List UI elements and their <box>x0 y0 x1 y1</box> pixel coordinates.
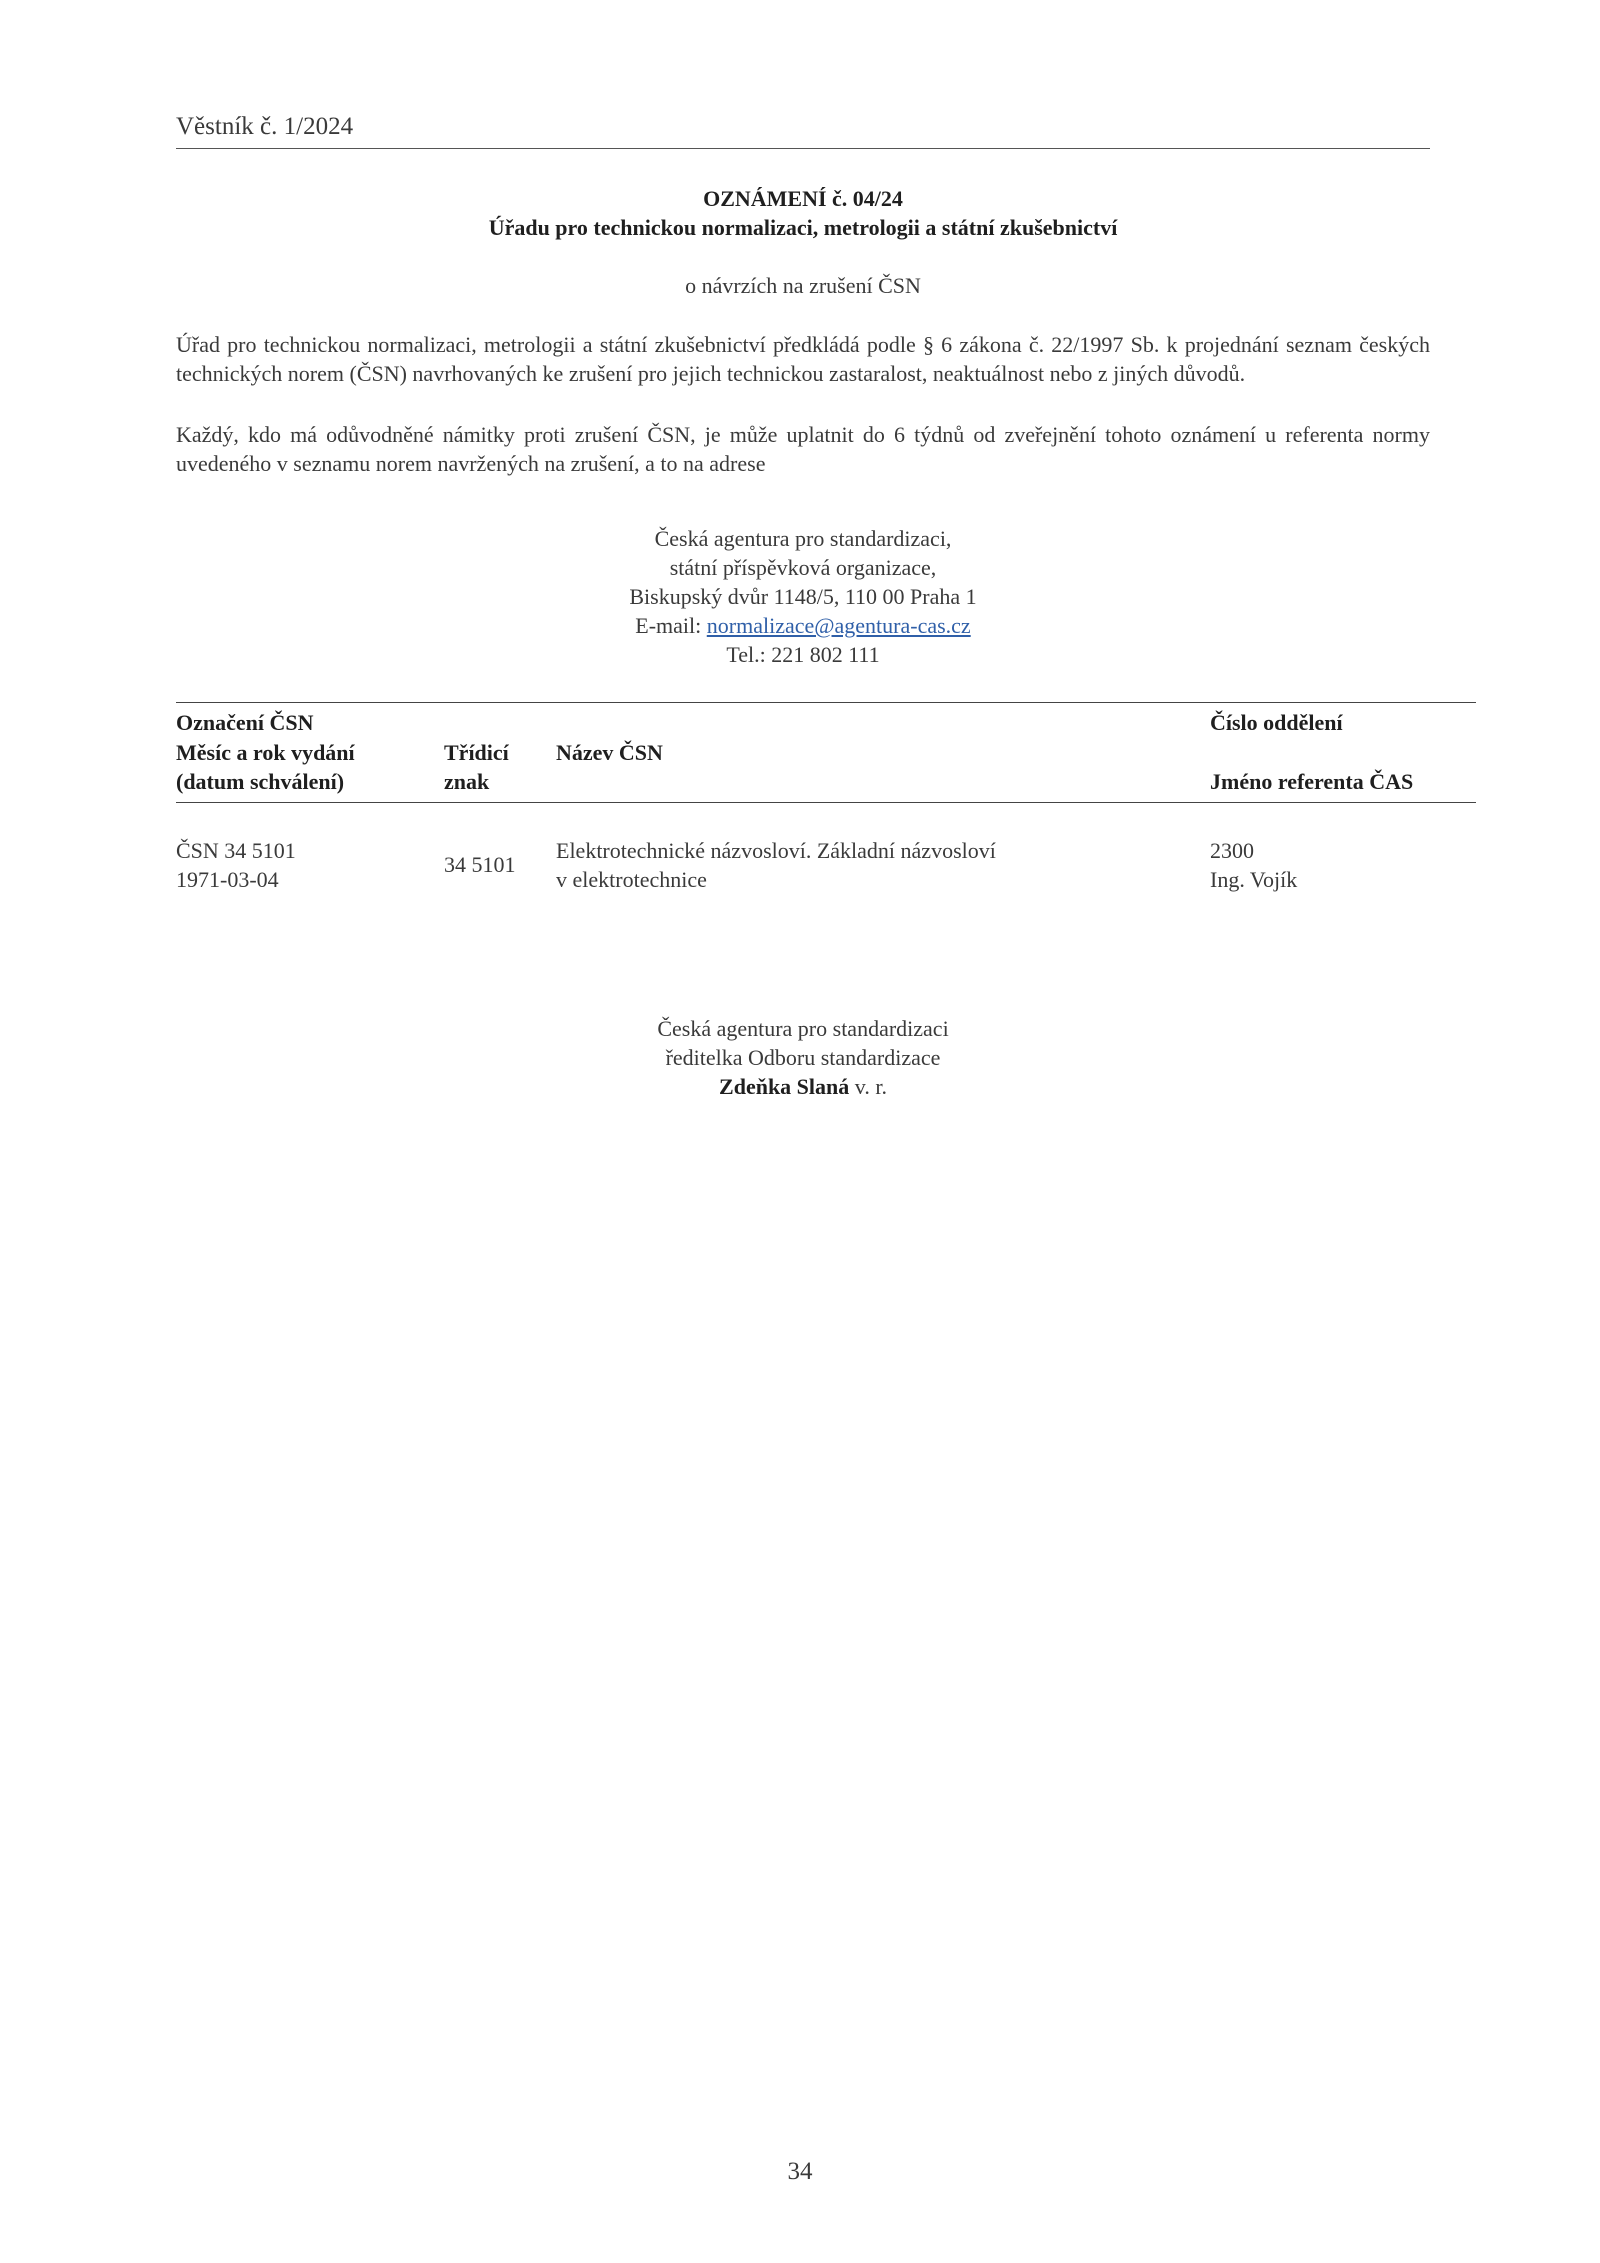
notice-title-block <box>176 184 1430 242</box>
address-line-3: Biskupský dvůr 1148/5, 110 00 Praha 1 <box>629 584 977 609</box>
address-block <box>176 524 1430 669</box>
cell-name-line-1: Elektrotechnické názvosloví. Základní názvosloví <box>556 838 996 863</box>
notice-title: OZNÁMENÍ č. 04/24 <box>703 186 903 211</box>
table-header-rule <box>176 802 1476 803</box>
notice-issuer: Úřadu pro technickou normalizaci, metrologii a státní zkušebnictví <box>488 215 1118 240</box>
notice-subject: o návrzích na zrušení ČSN <box>685 273 921 298</box>
notice-paragraph-1: Úřad pro technickou normalizaci, metrologii a státní zkušebnictví předkládá podle § 6 zákona č. 22/1997 Sb. k projednání seznam českých technických norem (ČSN) navrhovaných ke zrušení pro jejich technickou zastaralost, neaktuálnost nebo z jiných důvodů. <box>176 332 1430 386</box>
header-referent: Jméno referenta ČAS <box>1210 769 1414 794</box>
phone-line: Tel.: 221 802 111 <box>726 642 880 667</box>
cell-department: 2300 <box>1210 838 1254 863</box>
address-line-2: státní příspěvková organizace, <box>669 555 937 580</box>
signature-suffix: v. r. <box>849 1074 887 1099</box>
header-issue-date: Měsíc a rok vydání <box>176 740 355 765</box>
header-department: Číslo oddělení <box>1210 710 1343 735</box>
notice-paragraph-2: Každý, kdo má odůvodněné námitky proti zrušení ČSN, je může uplatnit do 6 týdnů od zveřejnění tohoto oznámení u referenta normy uvedeného v seznamu norem navržených na zrušení, a to na adrese <box>176 422 1430 476</box>
cell-designation: ČSN 34 5101 <box>176 838 296 863</box>
email-label: E-mail: <box>635 613 702 638</box>
signature-role: ředitelka Odboru standardizace <box>665 1045 941 1070</box>
cell-name-line-2: v elektrotechnice <box>556 867 707 892</box>
header-designation: Označení ČSN <box>176 710 314 735</box>
header-class-code-2: znak <box>444 769 490 794</box>
page-number: 34 <box>787 2158 813 2185</box>
address-line-1: Česká agentura pro standardizaci, <box>654 526 952 551</box>
email-link[interactable]: normalizace@agentura-cas.cz <box>706 613 971 638</box>
email-line <box>176 611 1430 640</box>
cell-class-code: 34 5101 <box>444 852 516 877</box>
signature-line <box>176 1072 1430 1101</box>
header-approval-date: (datum schválení) <box>176 769 345 794</box>
cell-referent: Ing. Vojík <box>1210 867 1298 892</box>
running-header: Věstník č. 1/2024 <box>176 112 1430 149</box>
header-class-code-1: Třídicí <box>444 740 509 765</box>
signature-block <box>176 1014 1430 1101</box>
cell-date: 1971-03-04 <box>176 867 279 892</box>
signature-name: Zdeňka Slaná <box>719 1074 850 1099</box>
header-standard-name: Název ČSN <box>556 740 663 765</box>
signature-org: Česká agentura pro standardizaci <box>657 1016 949 1041</box>
table-top-rule <box>176 702 1476 703</box>
